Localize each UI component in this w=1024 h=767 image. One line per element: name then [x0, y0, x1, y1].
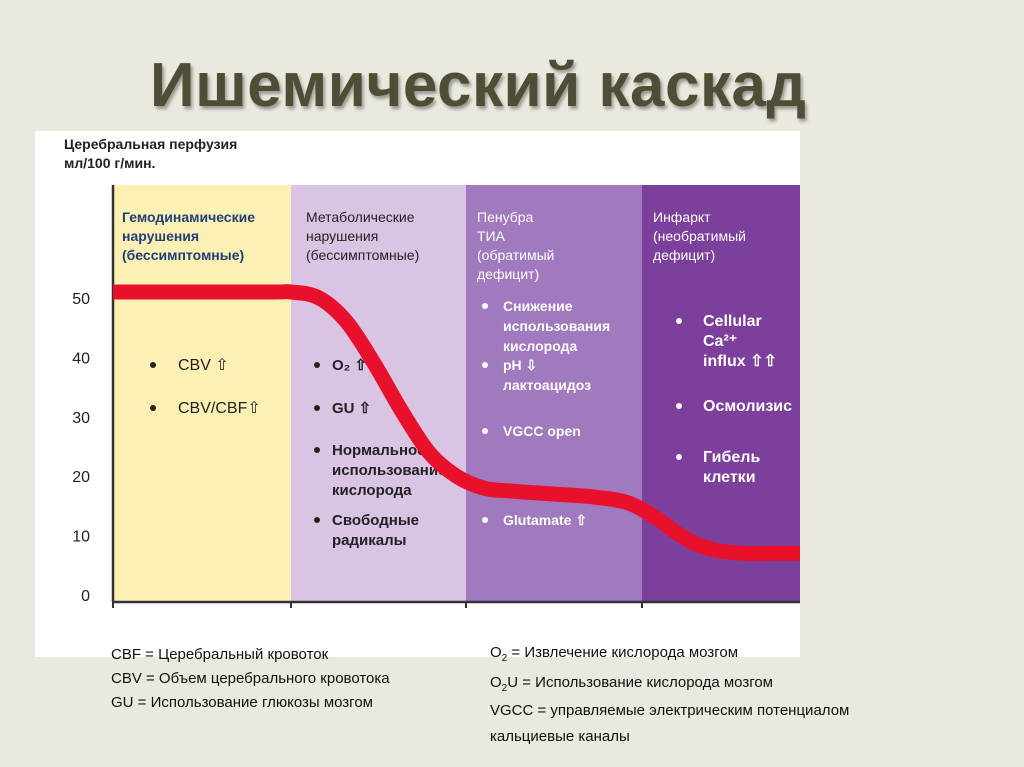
zone-2-bullet-text: Нормальное	[332, 442, 426, 459]
zone-2-bullet-text: кислорода	[332, 482, 412, 499]
legend-vgcc: VGCC = управляемые электрическим потенциалом	[490, 702, 850, 719]
y-tick-label-0: 0	[81, 588, 90, 605]
zone-1-title-line: нарушения	[122, 228, 200, 244]
legend-cbv: CBV = Объем церебрального кровотока	[111, 670, 390, 687]
legend-o2-post: = Извлечение кислорода мозгом	[507, 644, 739, 661]
zone-3-title-line: дефицит)	[477, 266, 540, 282]
zone-4-bullet-text: Cellular	[703, 313, 762, 330]
zone-3-bullet-text: использования	[503, 318, 611, 334]
legend-o2u-sub: 2	[501, 683, 508, 694]
y-axis-label-line: мл/100 г/мин.	[64, 155, 156, 171]
y-tick-label-10: 10	[72, 528, 90, 546]
zone-4-bullet-dot	[676, 403, 682, 409]
zone-4-bullet-text: Осмолизис	[703, 398, 793, 415]
y-tick-label-50: 50	[72, 291, 90, 308]
legend-o2u	[490, 674, 773, 694]
zone-3-bullet-text: Glutamate ⇧	[503, 512, 588, 528]
zone-2-bullet-text: Свободные	[332, 512, 419, 529]
legend-o2u-pre: O	[490, 674, 502, 691]
zone-2-bullet-text: радикалы	[332, 532, 407, 549]
legend-cbf: CBF = Церебральный кровоток	[111, 646, 329, 663]
zone-2-bullet-text: использование	[332, 462, 447, 479]
zone-1-title-line: (бессимптомные)	[122, 247, 245, 263]
zone-2-title-line: Метаболические	[306, 209, 415, 225]
zone-3-bullet-text: VGCC open	[503, 423, 581, 439]
zone-3-bullet-text: pH ⇩	[503, 357, 538, 373]
zone-4-bullet-text: Ca²⁺	[703, 333, 738, 350]
zone-1-bullet-text: CBV ⇧	[178, 357, 229, 374]
zone-2-bullet-text: O₂ ⇧	[332, 357, 368, 374]
zone-2-bullet-dot	[314, 362, 320, 368]
y-axis-label-line: Церебральная перфузия	[64, 136, 238, 152]
zone-3-bullet-dot	[482, 303, 488, 309]
zone-1-bullet-text: CBV/CBF⇧	[178, 400, 261, 417]
zone-3-bullet-dot	[482, 517, 488, 523]
legend-o2-sub: 2	[501, 653, 508, 664]
zone-3-bullet-text: кислорода	[503, 338, 578, 354]
zone-3-title-line: (обратимый	[477, 247, 555, 263]
y-tick-label-40: 40	[72, 350, 90, 368]
legend-vgcc-cont: кальциевые каналы	[490, 728, 630, 745]
zone-3-bullet-dot	[482, 428, 488, 434]
zone-3-title-line: ТИА	[477, 228, 505, 244]
zone-2-bullet-dot	[314, 405, 320, 411]
y-tick-label-20: 20	[72, 469, 90, 487]
slide-title: Ишемический каскад	[150, 51, 807, 120]
zone-2-bullet-dot	[314, 517, 320, 523]
zone-4-bullet-text: Гибель	[703, 449, 761, 466]
zone-3-title-line: Пенубра	[477, 209, 534, 225]
zone-1-title-line: Гемодинамические	[122, 209, 255, 225]
zone-4-bullet-dot	[676, 318, 682, 324]
zone-2-title-line: нарушения	[306, 228, 379, 244]
zone-4-bullet-text: influx ⇧⇧	[703, 353, 777, 370]
zone-3-bullet-text: Снижение	[503, 298, 573, 314]
legend-o2u-post: U = Использование кислорода мозгом	[507, 674, 773, 691]
zone-2-title-line: (бессимптомные)	[306, 247, 420, 263]
zone-4-title-line: дефицит)	[653, 247, 716, 263]
zone-4-title-line: (необратимый	[653, 228, 746, 244]
zone-3-bullet-text: лактоацидоз	[503, 377, 592, 393]
zone-1-bullet-dot	[150, 362, 156, 368]
legend-o2	[490, 644, 738, 664]
zone-4-title-line: Инфаркт	[653, 209, 711, 225]
legend-gu: GU = Использование глюкозы мозгом	[111, 694, 373, 711]
zone-2-bullet-text: GU ⇧	[332, 400, 372, 417]
zone-2-bullet-dot	[314, 447, 320, 453]
zone-1-bullet-dot	[150, 405, 156, 411]
zone-4-bullet-dot	[676, 454, 682, 460]
legend-o2-pre: O	[490, 644, 502, 661]
y-tick-label-30: 30	[72, 409, 90, 427]
zone-3-bullet-dot	[482, 362, 488, 368]
zone-4-bullet-text: клетки	[703, 469, 756, 486]
